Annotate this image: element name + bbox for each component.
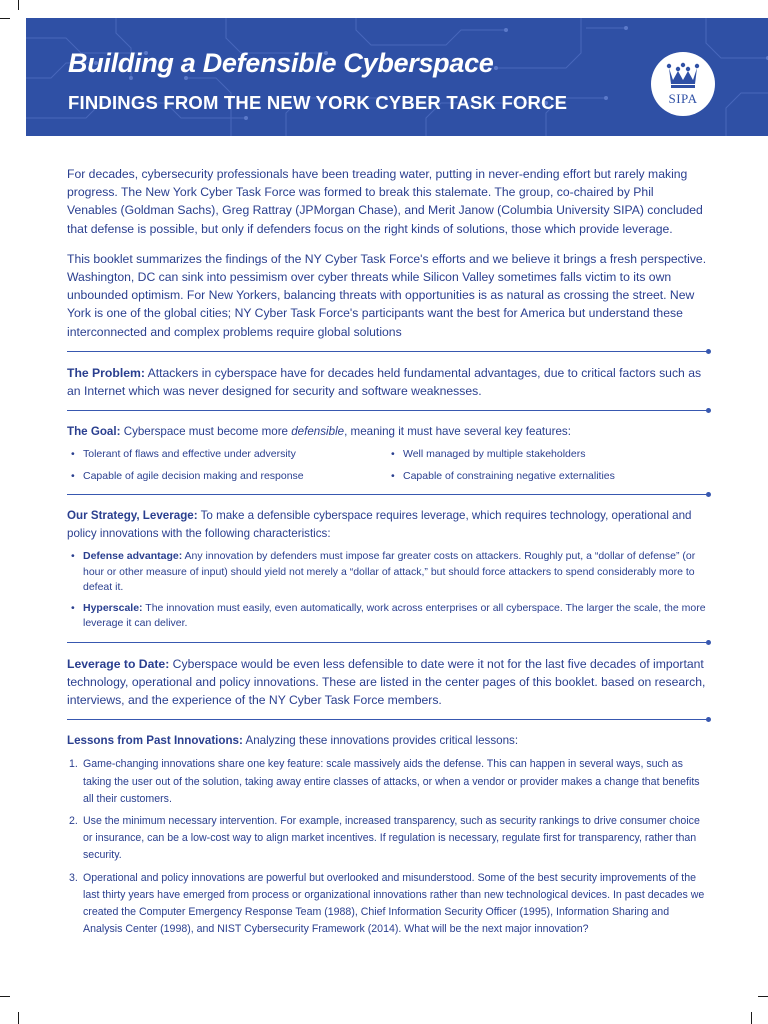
header-banner <box>26 18 768 136</box>
crop-mark <box>0 996 10 997</box>
list-item: 1. Game-changing innovations share one key feature: scale massively aids the defense. This can happen in several ways, such as taking the user out of the solution, taking away entire classes of attacks, or when a vendor or provider makes a change that benefits all their customers. <box>69 758 700 805</box>
section-text: Attackers in cyberspace have for decades held fundamental advantages, due to critical factors such as an Internet which was never designed for security and software weaknesses. <box>67 365 702 399</box>
strategy-list <box>67 549 707 632</box>
crop-mark <box>0 18 10 19</box>
section-divider <box>67 494 707 495</box>
crop-mark <box>751 1012 752 1024</box>
list-item: • Capable of constraining negative externalities <box>391 469 615 482</box>
section-lead: Our Strategy, Leverage: <box>67 509 198 523</box>
list-item: • Well managed by multiple stakeholders <box>391 448 586 461</box>
section-divider <box>67 642 707 643</box>
list-item: • Defense advantage: Any innovation by defenders must impose far greater costs on attackers. Roughly put, a “dollar of defense” (or hour or other measure of input) should yield not merely a “dollar of attack,” but should force attackers to spend considerably more to defeat it. <box>71 550 696 594</box>
section-text: , meaning it must have several key features: <box>344 425 571 439</box>
section-text: Analyzing these innovations provides critical lessons: <box>242 734 519 748</box>
intro-paragraph: For decades, cybersecurity professionals have been treading water, putting in never-ending effort but rarely making progress. The New York Cyber Task Force was formed to break this stalemate. The group, co-chaired by Phil Venables (Goldman Sachs), Greg Rattray (JPMorgan Chase), and Merit Janow (Columbia University SIPA) concluded that defense is possible, but only if defenders focus on the right kinds of solutions, those which provide leverage. <box>67 167 703 236</box>
section-divider <box>67 719 707 720</box>
page-title: Building a Defensible Cyberspace <box>68 48 494 78</box>
goal-features <box>67 447 707 490</box>
lessons-section <box>67 732 707 750</box>
section-lead: The Goal: <box>67 425 121 439</box>
goal-section <box>67 423 707 441</box>
section-text: To make a defensible cyberspace requires leverage, which requires technology, operational and policy innovations with the following characteristics: <box>67 509 692 541</box>
list-item: 2. Use the minimum necessary intervention. For example, increased transparency, such as security rankings to drive consumer choice or insurance, can be a low-cost way to align market incentives. If regulation is necessary, regulate first for transparency, rather than security. <box>69 814 700 862</box>
crop-mark <box>18 1012 19 1024</box>
leverage-section <box>67 655 707 710</box>
crop-mark <box>18 0 19 10</box>
crop-mark <box>758 996 768 997</box>
section-lead: Lessons from Past Innovations: <box>67 734 243 748</box>
list-item: • Hyperscale: The innovation must easily, even automatically, work across enterprises or all cyberspace. The larger the scale, the more leverage it can deliver. <box>71 601 706 630</box>
section-divider <box>67 410 707 411</box>
page-subtitle: FINDINGS FROM THE NEW YORK CYBER TASK FORCE <box>68 92 568 113</box>
problem-section <box>67 364 707 400</box>
section-lead: Leverage to Date: <box>67 656 170 671</box>
logo-text: SIPA <box>668 91 698 106</box>
section-divider <box>67 351 707 352</box>
main-content <box>67 165 707 943</box>
section-text: Cyberspace would be even less defensible to date were it not for the last five decades of important technology, operational and policy innovations. These are listed in the center pages of this booklet. based on research, interviews, and the experience of the NY Cyber Task Force members. <box>67 656 706 708</box>
strategy-section <box>67 507 707 543</box>
list-item: • Capable of agile decision making and response <box>71 469 304 482</box>
crown-icon <box>650 51 716 117</box>
section-emphasis: defensible <box>291 425 345 439</box>
list-item: • Tolerant of flaws and effective under adversity <box>71 448 296 461</box>
lessons-list <box>67 756 707 938</box>
section-lead: The Problem: <box>67 365 145 380</box>
sipa-logo <box>650 51 716 117</box>
section-text: Cyberspace must become more <box>120 425 292 439</box>
intro-paragraph: This booklet summarizes the findings of the NY Cyber Task Force's efforts and we believe it brings a fresh perspective. Washington, DC can sink into pessimism over cyber threats while Silicon Valley sometimes falls victim to its own unbounded optimism. For New Yorkers, balancing threats with opportunities is as natural as crossing the street. New York is one of the global cities; NY Cyber Task Force's participants want the best for America but understand these interconnected and complex problems require global solutions <box>67 251 707 339</box>
list-item: 3. Operational and policy innovations are powerful but overlooked and misunderstood. Some of the best security improvements of the last thirty years have emerged from process or organizational innovations rather than new technological devices. In past decades we created the Computer Emergency Response Team (1988), Chief Information Security Officer (1995), Information Sharing and Analysis Center (1998), and NIST Cybersecurity Framework (2014). What will be the next major innovation? <box>69 871 705 936</box>
